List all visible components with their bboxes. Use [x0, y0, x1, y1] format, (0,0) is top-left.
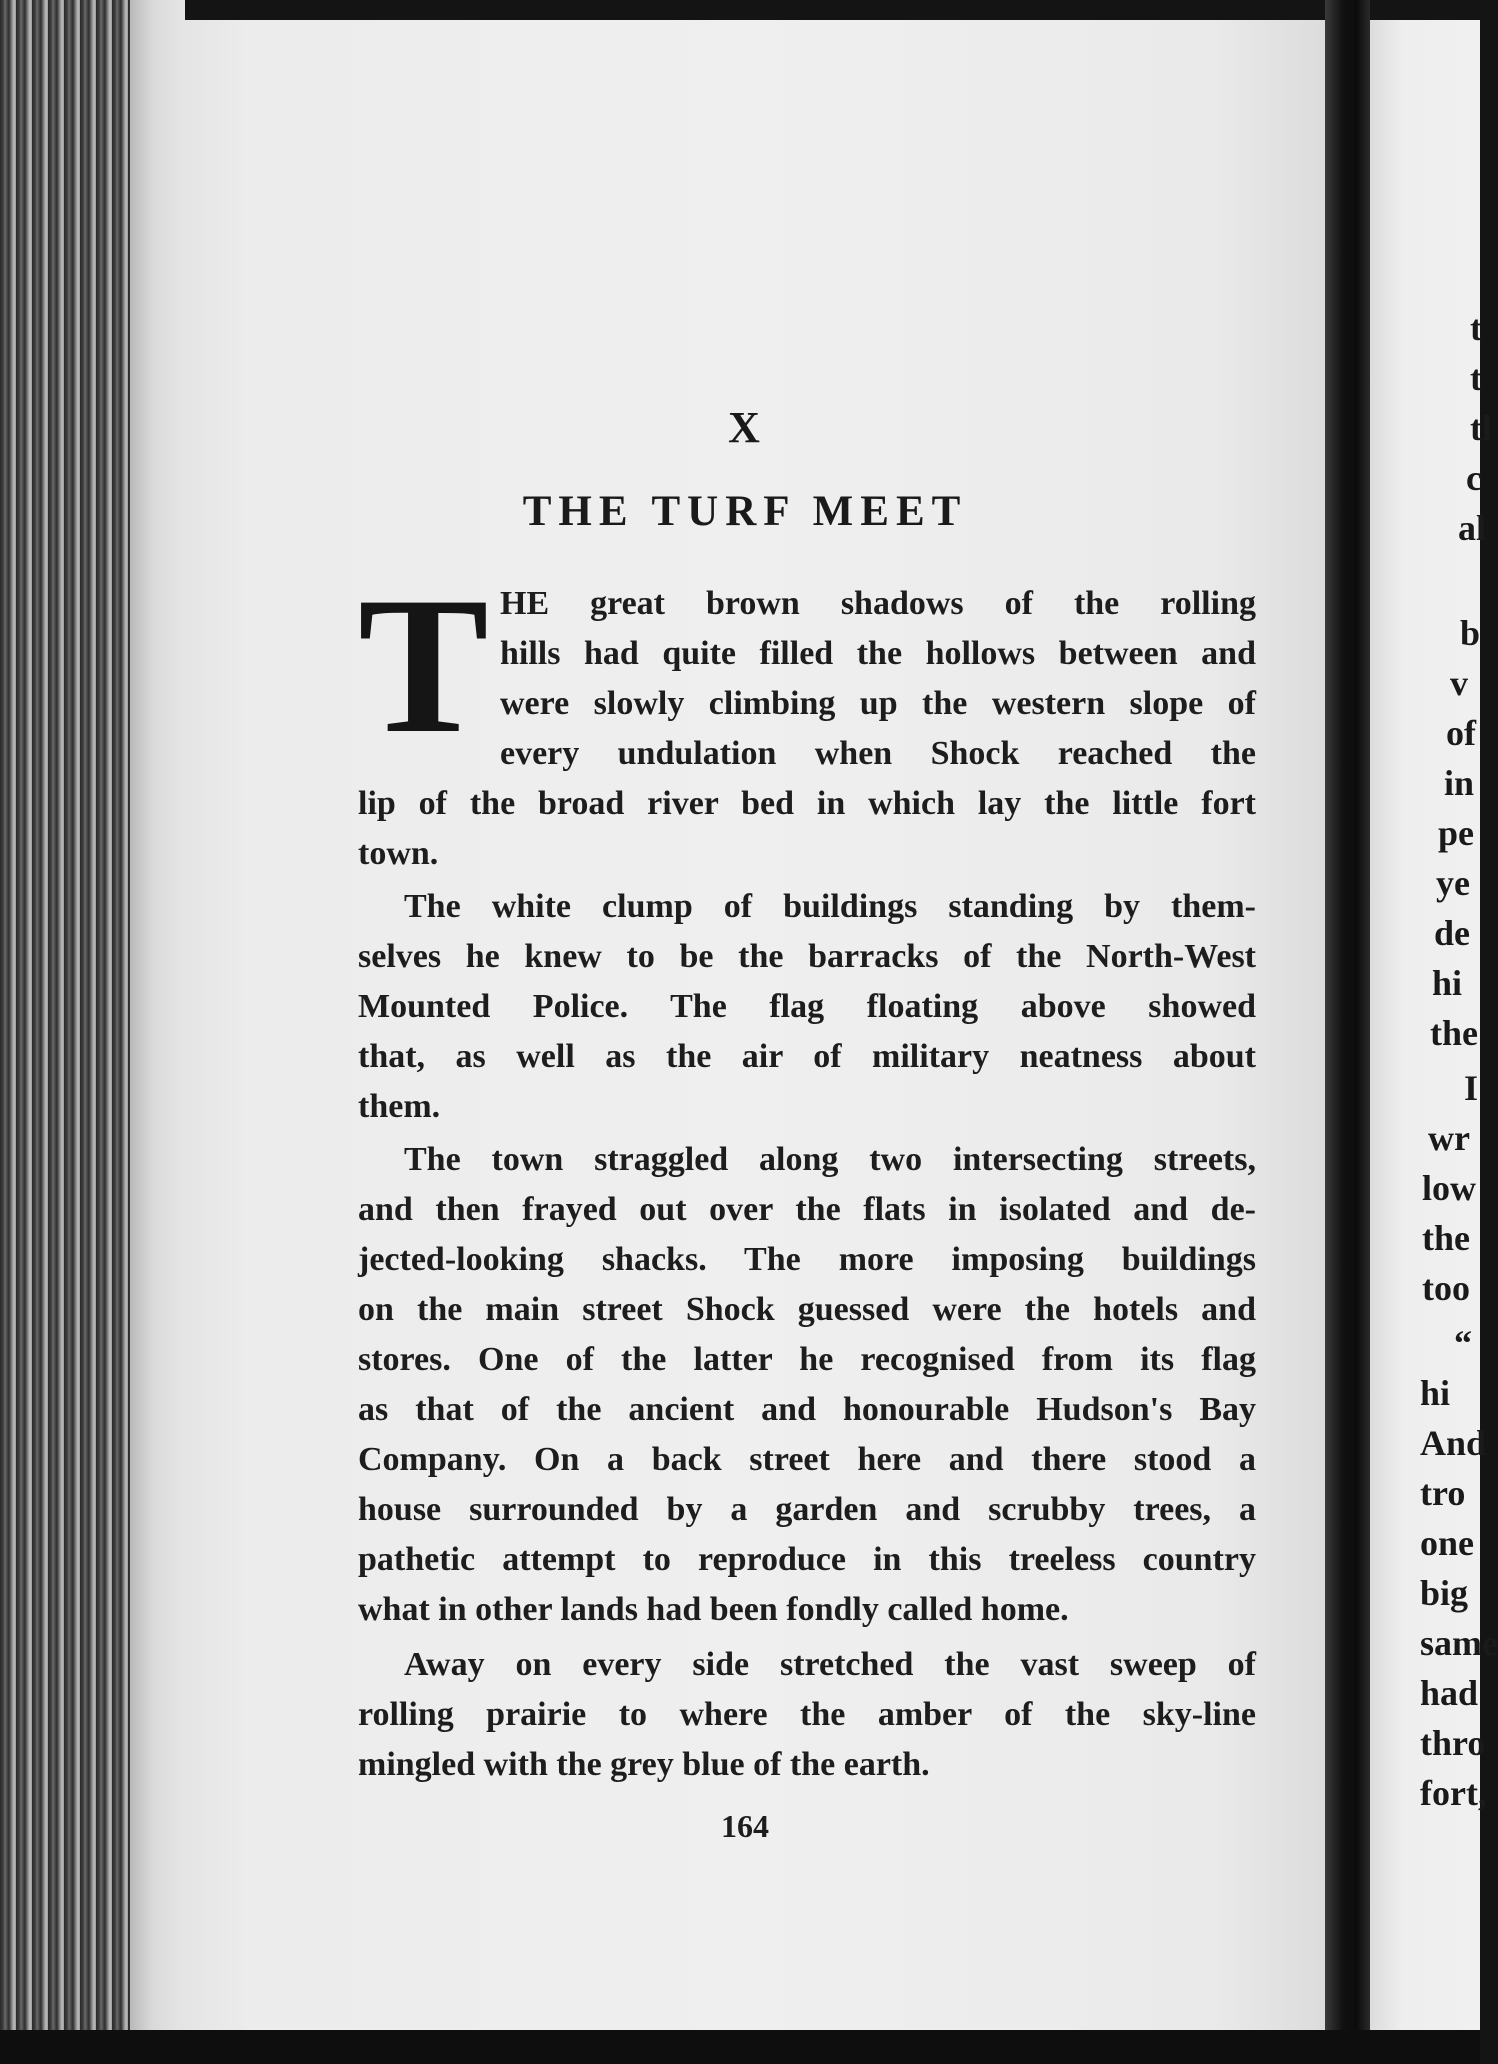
right-page-fragment: hi — [1432, 963, 1463, 1003]
right-page-fragment: big — [1420, 1573, 1469, 1613]
right-page-fragment: thro — [1420, 1723, 1486, 1763]
right-page-fragment: in — [1444, 763, 1475, 803]
right-page-fragment: t — [1470, 308, 1482, 348]
drop-cap: T — [358, 557, 489, 774]
text-line: HE great brown shadows of the rolling — [500, 585, 1256, 622]
text-line: and then frayed out over the flats in isolated and de- — [358, 1191, 1256, 1228]
text-line: mingled with the grey blue of the earth. — [358, 1746, 930, 1783]
right-page-fragment: t — [1470, 358, 1482, 398]
right-page-fragment: hi — [1420, 1373, 1451, 1413]
bottom-shadow — [0, 2030, 1480, 2064]
right-page-fragment: “ — [1454, 1323, 1472, 1363]
text-line: on the main street Shock guessed were the hotels and — [358, 1291, 1256, 1328]
text-line: rolling prairie to where the amber of the sky-line — [358, 1696, 1256, 1733]
text-line: that, as well as the air of military neatness about — [358, 1038, 1256, 1075]
right-page-fragment: c — [1466, 458, 1482, 498]
text-line: lip of the broad river bed in which lay the little fort — [358, 785, 1256, 822]
right-page-fragment: de — [1434, 913, 1470, 953]
right-page-fragment: ye — [1436, 863, 1470, 903]
text-line: pathetic attempt to reproduce in this treeless country — [358, 1541, 1256, 1578]
text-line: what in other lands had been fondly called home. — [358, 1591, 1069, 1628]
text-line: The town straggled along two intersecting streets, — [404, 1141, 1256, 1178]
book-gutter — [1325, 0, 1370, 2064]
text-line: stores. One of the latter he recognised from its flag — [358, 1341, 1256, 1378]
right-page-fragment: al — [1458, 508, 1487, 548]
right-page-fragment: wr — [1428, 1118, 1470, 1158]
text-line: Company. On a back street here and there stood a — [358, 1441, 1256, 1478]
right-page-fragment: the — [1430, 1013, 1478, 1053]
right-page-fragment: pe — [1438, 813, 1474, 853]
right-page-fragment: v — [1450, 663, 1468, 703]
right-page-fragment: same — [1420, 1623, 1498, 1663]
right-page-fragment: tro — [1420, 1473, 1466, 1513]
text-line: hills had quite filled the hollows between and — [500, 635, 1256, 672]
text-line: The white clump of buildings standing by them- — [404, 888, 1256, 925]
text-line: Away on every side stretched the vast sweep of — [404, 1646, 1256, 1683]
right-page-fragment: low — [1422, 1168, 1476, 1208]
text-line: town. — [358, 835, 439, 872]
text-line: selves he knew to be the barracks of the North-West — [358, 938, 1256, 975]
right-page-fragment: tl — [1470, 408, 1492, 448]
right-page-fragment: the — [1422, 1218, 1470, 1258]
text-line: Mounted Police. The flag floating above showed — [358, 988, 1256, 1025]
stacked-page-edges — [0, 0, 185, 2064]
text-line: them. — [358, 1088, 441, 1125]
right-page-fragment: And — [1420, 1423, 1487, 1463]
text-line: house surrounded by a garden and scrubby trees, a — [358, 1491, 1256, 1528]
text-line: every undulation when Shock reached the — [500, 735, 1256, 772]
right-page-fragment: too — [1422, 1268, 1470, 1308]
text-line: as that of the ancient and honourable Hudson's Bay — [358, 1391, 1256, 1428]
right-page-fragment: fort, — [1420, 1773, 1487, 1813]
chapter-title: THE TURF MEET — [522, 488, 968, 535]
right-page-fragment: of — [1446, 713, 1476, 753]
chapter-number: X — [728, 403, 762, 452]
text-line: were slowly climbing up the western slope of — [500, 685, 1256, 722]
right-page-fragment: I — [1464, 1068, 1479, 1108]
page-number: 164 — [721, 1808, 769, 1844]
right-page-fragment: had — [1420, 1673, 1479, 1713]
right-page-fragment: b — [1460, 613, 1481, 653]
right-page-sliver — [1370, 20, 1498, 2030]
text-line: jected-looking shacks. The more imposing buildings — [358, 1241, 1256, 1278]
right-page-fragment: one — [1420, 1523, 1474, 1563]
